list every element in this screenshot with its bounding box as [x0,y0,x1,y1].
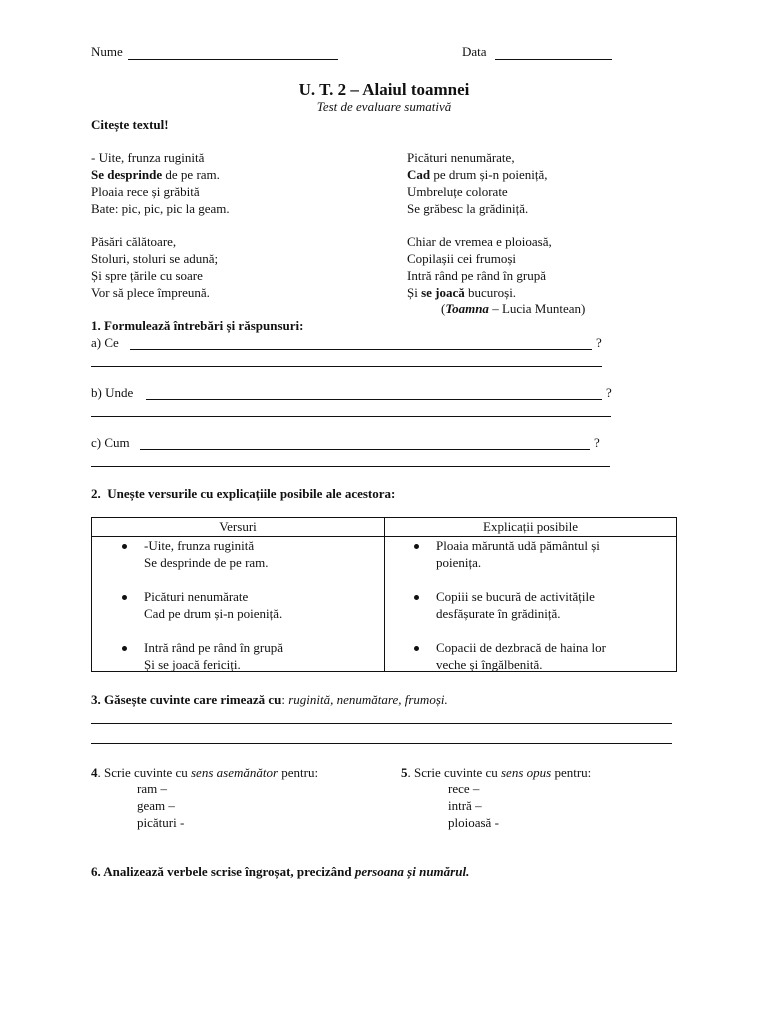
bullet-icon [122,646,127,651]
column-header-verses: Versuri [92,518,385,537]
poem-line: Intră rând pe rând în grupă [407,268,546,283]
q1b-qmark: ? [606,385,612,400]
page-title: U. T. 2 – Alaiul toamnei [298,80,470,99]
explanations-cell [385,537,677,672]
bullet-icon [414,646,419,651]
q4-item: geam – [137,798,175,813]
poem-line: Cad pe drum și-n poieniță, [407,167,548,182]
page-subtitle: Test de evaluare sumativă [316,99,452,114]
verse-line: Picături nenumărate [144,589,249,604]
q1a-answer-line-2[interactable] [91,366,602,367]
q3-heading: 3. Găsește cuvinte care rimează cu: ruginită, nenumătare, frumoși. [91,692,448,707]
q1c-qmark: ? [594,435,600,450]
poem-line: Picături nenumărate, [407,150,515,165]
column-header-explanations: Explicații posibile [385,518,677,537]
bullet-icon [122,544,127,549]
verse-line: Cad pe drum și-n poieniță. [144,606,283,621]
q2-heading: 2. Unește versurile cu explicațiile posibile ale acestora: [91,486,396,501]
explanation-line: desfășurate în grădiniță. [436,606,561,621]
poem-line: Bate: pic, pic, pic la geam. [91,201,230,216]
poem-source: (Toamna – Lucia Muntean) [441,301,586,316]
verse-line: Se desprinde de pe ram. [144,555,269,570]
verses-cell [92,537,385,672]
q1b-answer-line-2[interactable] [91,416,611,417]
q1a-qmark: ? [596,335,602,350]
q5-item: rece – [448,781,480,796]
poem-line: Stoluri, stoluri se adună; [91,251,219,266]
poem-line: Copilașii cei frumoși [407,251,517,266]
q1a-answer-line[interactable] [130,349,592,350]
poem-line: Și se joacă bucuroși. [407,285,517,300]
poem-line: Păsări călătoare, [91,234,177,249]
explanation-line: poienița. [436,555,482,570]
q5-heading: 5. Scrie cuvinte cu sens opus pentru: [401,765,592,780]
q1c-answer-line-2[interactable] [91,466,610,467]
poem-line: Chiar de vremea e ploioasă, [407,234,552,249]
q4-item: picături - [137,815,185,830]
poem-line: Și spre țările cu soare [91,268,203,283]
q3-answer-line[interactable] [91,723,672,724]
bullet-icon [414,544,419,549]
verse-line: -Uite, frunza ruginită [144,538,255,553]
verse-line: Intră rând pe rând în grupă [144,640,283,655]
date-label: Data [462,44,487,59]
name-field[interactable] [128,59,338,60]
q1c-answer-line[interactable] [140,449,590,450]
poem-line: Umbreluțe colorate [407,184,508,199]
bullet-icon [414,595,419,600]
q1-heading: 1. Formulează întrebări și răspunsuri: [91,318,304,333]
q4-item: ram – [137,781,167,796]
verse-line: Și se joacă fericiți. [144,657,241,672]
date-field[interactable] [495,59,612,60]
q5-item: ploioasă - [448,815,499,830]
poem-line: - Uite, frunza ruginită [91,150,205,165]
read-instruction: Citește textul! [91,117,169,132]
explanation-line: Copacii de dezbracă de haina lor [436,640,606,655]
bullet-icon [122,595,127,600]
q1a-label: a) Ce [91,335,119,350]
poem-line: Vor să plece împreună. [91,285,210,300]
explanation-line: Copiii se bucură de activitățile [436,589,595,604]
q4-heading: 4. Scrie cuvinte cu sens asemănător pentru: [91,765,319,780]
poem-line: Se grăbesc la grădiniță. [407,201,529,216]
q1c-label: c) Cum [91,435,130,450]
matching-table [91,517,677,672]
poem-line: Se desprinde de pe ram. [91,167,220,182]
poem-line: Ploaia rece și grăbită [91,184,200,199]
q6-heading: 6. Analizează verbele scrise îngroșat, precizând persoana și numărul. [91,864,470,879]
q1b-answer-line[interactable] [146,399,602,400]
explanation-line: Ploaia măruntă udă pământul și [436,538,600,553]
name-label: Nume [91,44,123,59]
q1b-label: b) Unde [91,385,134,400]
q3-answer-line-2[interactable] [91,743,672,744]
explanation-line: veche și îngălbenită. [436,657,543,672]
q5-item: intră – [448,798,482,813]
